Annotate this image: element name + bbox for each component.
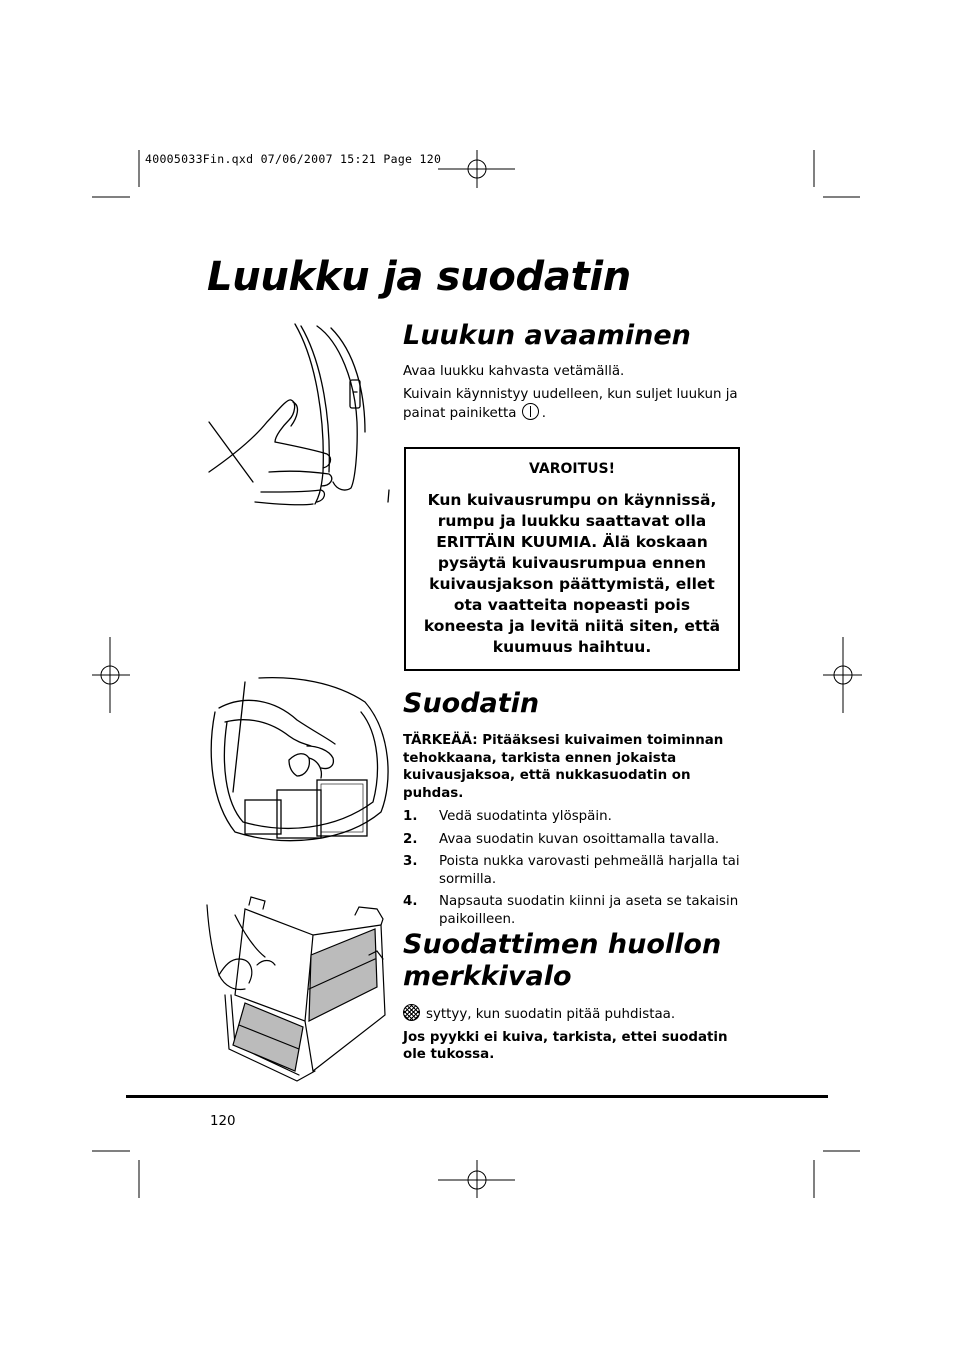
indicator-description xyxy=(403,1004,748,1024)
door-instruction: Avaa luukku kahvasta vetämällä. xyxy=(403,364,625,379)
power-button-icon xyxy=(522,403,539,420)
indicator-note: Jos pyykki ei kuiva, tarkista, ettei suodatin ole tukossa. xyxy=(403,1029,728,1062)
step-text: Poista nukka varovasti pehmeällä harjalla tai sormilla. xyxy=(439,854,740,887)
filter-indicator-icon xyxy=(403,1004,420,1021)
step-text: Avaa suodatin kuvan osoittamalla tavalla. xyxy=(439,831,720,847)
filter-section-heading: Suodatin xyxy=(403,688,540,719)
print-slug: 40005033Fin.qxd 07/06/2007 15:21 Page 120 xyxy=(145,152,442,166)
door-section-heading: Luukun avaaminen xyxy=(403,320,691,351)
filter-important-note: TÄRKEÄÄ: Pitääksesi kuivaimen toiminnan tehokkaana, tarkista ennen jokaista kuivausjaksoa, että nukkasuodatin on puhdas. xyxy=(403,733,724,801)
restart-text-end: . xyxy=(541,406,547,421)
page-title: Luukku ja suodatin xyxy=(207,254,631,300)
list-item xyxy=(403,853,748,888)
step-number: 1. xyxy=(403,809,418,824)
bottom-divider xyxy=(126,1095,828,1098)
page-number: 120 xyxy=(210,1114,236,1129)
filter-steps-list xyxy=(403,808,748,928)
restart-instruction xyxy=(403,386,748,423)
filter-removal-illustration xyxy=(205,672,395,847)
warning-box xyxy=(404,447,740,671)
restart-text: Kuivain käynnistyy uudelleen, kun suljet luukun ja painat painiketta xyxy=(403,386,738,421)
indicator-text: syttyy, kun suodatin pitää puhdistaa. xyxy=(426,1007,676,1022)
warning-title: VAROITUS! xyxy=(529,461,615,477)
door-opening-illustration xyxy=(205,322,395,507)
list-item xyxy=(403,831,748,849)
filter-section-body xyxy=(403,732,748,933)
step-number: 2. xyxy=(403,831,418,847)
filter-cleaning-illustration xyxy=(205,895,395,1085)
step-text: Napsauta suodatin kiinni ja aseta se takaisin paikoilleen. xyxy=(439,894,739,927)
step-number: 4. xyxy=(403,894,418,909)
warning-text: Kun kuivausrumpu on käynnissä, rumpu ja luukku saattavat olla ERITTÄIN KUUMIA. Älä koskaan pysäytä kuivausrumpua ennen kuivausjakson päättymistä, ellet ota vaatteita nopeasti pois koneesta ja levitä niitä siten, että kuumuus haihtuu. xyxy=(423,491,721,656)
step-text: Vedä suodatinta ylöspäin. xyxy=(439,809,612,824)
indicator-section-body xyxy=(403,1004,748,1064)
list-item xyxy=(403,808,748,826)
step-number: 3. xyxy=(403,854,418,869)
list-item xyxy=(403,893,748,928)
door-section-body xyxy=(403,363,748,423)
indicator-section-heading: Suodattimen huollon merkkivalo xyxy=(403,929,722,992)
